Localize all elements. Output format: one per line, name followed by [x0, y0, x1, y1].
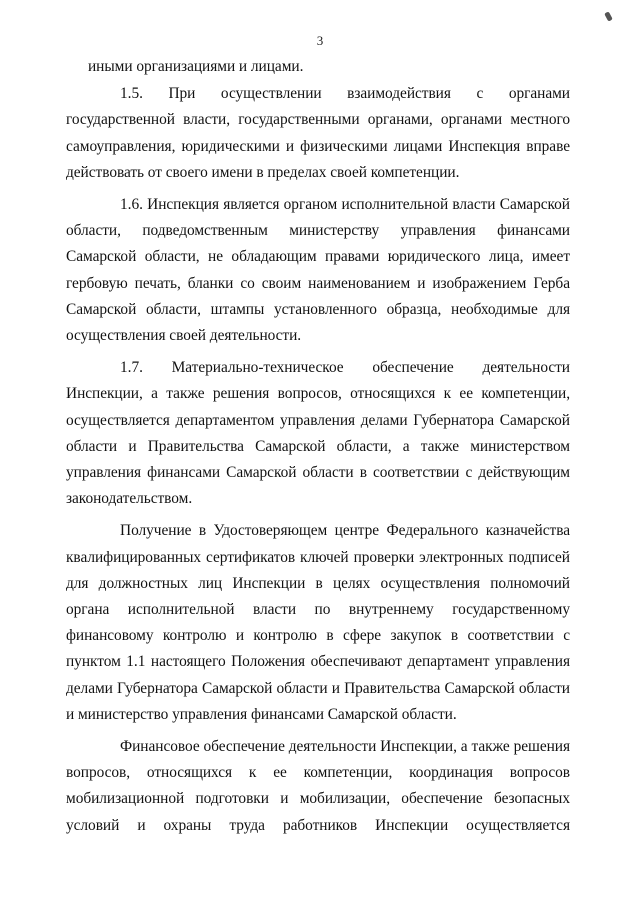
scan-mark [604, 11, 613, 21]
paragraph-1-6: 1.6. Инспекция является органом исполнительной власти Самарской области, подведомственным министерству управления финансами Самарской области, не обладающим правами юридического лица, имеет гербовую печать, бланки со своим наименованием и изображением Герба Самарской области, штампы установленного образца, необходимые для осуществления своей деятельности. [66, 196, 570, 345]
paragraph-1-5: 1.5. При осуществлении взаимодействия с органами государственной власти, государственными органами, органами местного самоуправления, юридическими и физическими лицами Инспекция вправе действовать от своего имени в пределах своей компетенции. [66, 85, 570, 181]
paragraph-certificates: Получение в Удостоверяющем центре Федерального казначейства квалифицированных сертификатов ключей проверки электронных подписей для должностных лиц Инспекции в целях осуществления полномочий органа исполнительной власти по внутреннему государственному финансовому контролю и контролю в сфере закупок в соответствии с пунктом 1.1 настоящего Положения обеспечивают департамент управления делами Губернатора Самарской области и Правительства Самарской области и министерство управления финансами Самарской области. [66, 522, 570, 723]
document-body [66, 54, 570, 839]
paragraph-continuation: иными организациями и лицами. [88, 58, 304, 75]
paragraph-financial-support: Финансовое обеспечение деятельности Инспекции, а также решения вопросов, относящихся к ее компетенции, координация вопросов мобилизационной подготовки и мобилизации, обеспечение безопасных условий и охраны труда работников Инспекции осуществляется [66, 738, 570, 834]
paragraph-1-7: 1.7. Материально-техническое обеспечение деятельности Инспекции, а также решения вопросов, относящихся к ее компетенции, осуществляется департаментом управления делами Губернатора Самарской области и Правительства Самарской области, а также министерством управления финансами Самарской области в соответствии с действующим законодательством. [66, 359, 570, 508]
page-number: 3 [316, 33, 324, 48]
